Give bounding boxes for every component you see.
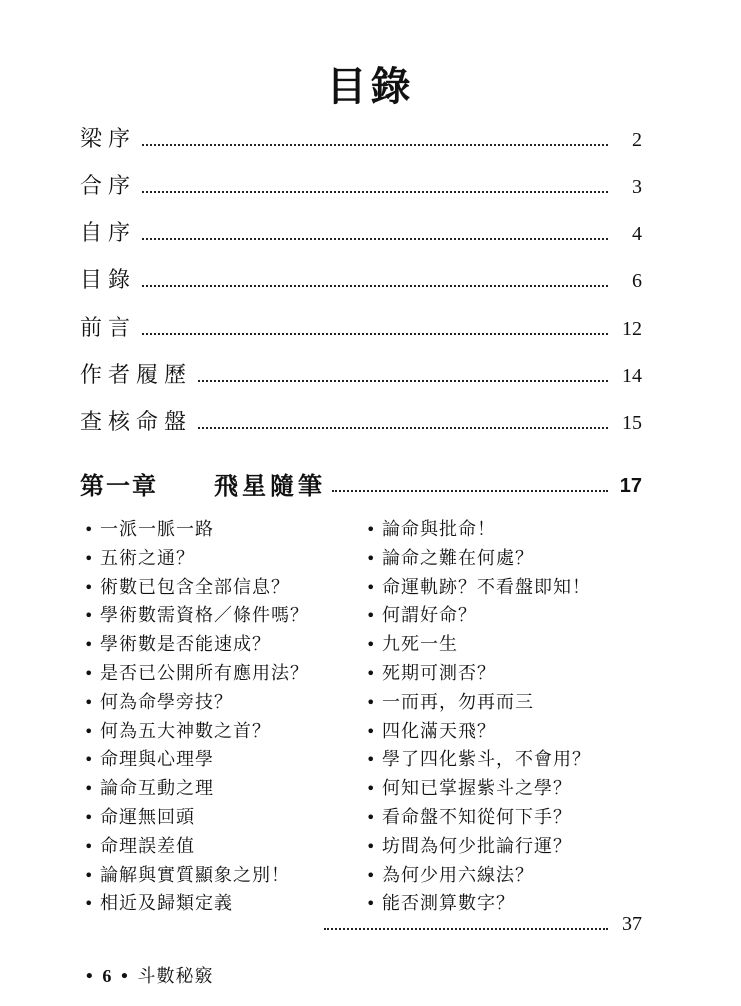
section-item-label: 命運軌跡？不看盤即知！ bbox=[382, 576, 591, 598]
bullet-icon: • bbox=[366, 548, 377, 568]
section-item bbox=[84, 804, 364, 833]
toc-entry-page: 4 bbox=[632, 223, 642, 245]
section-item-label: 論命之難在何處？ bbox=[382, 547, 534, 569]
bullet-icon: • bbox=[84, 520, 95, 539]
section-item-label: 何為命學旁技？ bbox=[100, 691, 233, 713]
toc-entry bbox=[80, 407, 642, 437]
dot-leader bbox=[142, 238, 608, 240]
bullet-icon: • bbox=[84, 721, 95, 741]
dot-leader bbox=[142, 333, 608, 335]
toc-entry bbox=[80, 124, 642, 154]
section-list-left bbox=[84, 516, 364, 919]
dot-leader bbox=[332, 490, 608, 492]
section-item-label: 看命盤不知從何下手？ bbox=[382, 806, 572, 828]
footer-page-number: 6 bbox=[102, 966, 113, 986]
dot-leader bbox=[142, 144, 608, 146]
section-list-page-ref bbox=[324, 908, 642, 938]
section-item-label: 命理誤差值 bbox=[100, 835, 195, 857]
section-item-label: 何謂好命？ bbox=[382, 605, 477, 627]
footer-bullet: • bbox=[84, 966, 96, 987]
section-item bbox=[366, 689, 636, 718]
section-item-label: 論命與批命！ bbox=[382, 519, 496, 540]
section-item bbox=[84, 660, 364, 689]
bullet-icon: • bbox=[366, 894, 377, 914]
section-item bbox=[84, 890, 364, 919]
bullet-icon: • bbox=[84, 606, 95, 626]
section-item-label: 九死一生 bbox=[382, 634, 458, 656]
bullet-icon: • bbox=[84, 836, 95, 856]
section-item-label: 坊間為何少批論行運？ bbox=[382, 835, 572, 857]
dot-leader bbox=[142, 285, 608, 287]
bullet-icon: • bbox=[366, 750, 377, 770]
bullet-icon: • bbox=[366, 865, 377, 885]
section-item bbox=[366, 718, 636, 747]
chapter-number: 第一章 bbox=[80, 472, 158, 500]
toc-entry-label: 合序 bbox=[80, 174, 137, 199]
section-item bbox=[366, 545, 636, 574]
toc-entry-page: 12 bbox=[622, 318, 642, 340]
bullet-icon: • bbox=[366, 721, 377, 741]
section-item bbox=[366, 631, 636, 660]
section-item bbox=[366, 833, 636, 862]
toc-entry bbox=[80, 265, 642, 295]
toc-entry-page: 2 bbox=[632, 129, 642, 151]
chapter-heading bbox=[80, 470, 642, 500]
section-item bbox=[366, 775, 636, 804]
section-list-page: 37 bbox=[622, 913, 642, 935]
section-item-label: 命理與心理學 bbox=[100, 749, 214, 771]
toc-entry-page: 15 bbox=[622, 412, 642, 434]
section-item-label: 命運無回頭 bbox=[100, 806, 195, 828]
chapter-page: 17 bbox=[619, 475, 642, 497]
section-item-label: 四化滿天飛？ bbox=[382, 720, 496, 742]
section-item-label: 五術之通？ bbox=[100, 547, 195, 569]
footer-book-title: 斗數秘竅 bbox=[137, 966, 214, 987]
dot-leader bbox=[198, 427, 608, 429]
section-item-label: 學了四化紫斗，不會用？ bbox=[382, 749, 591, 771]
bullet-icon: • bbox=[84, 663, 95, 683]
bullet-icon: • bbox=[366, 663, 377, 683]
section-item bbox=[84, 689, 364, 718]
toc-entry bbox=[80, 313, 642, 343]
section-item bbox=[84, 574, 364, 603]
section-item bbox=[84, 833, 364, 862]
section-item-label: 是否已公開所有應用法？ bbox=[100, 662, 309, 684]
toc-entry-page: 3 bbox=[632, 176, 642, 198]
bullet-icon: • bbox=[366, 807, 377, 827]
toc-entry-label: 自序 bbox=[80, 221, 137, 246]
section-item bbox=[366, 602, 636, 631]
section-item bbox=[366, 574, 636, 603]
page-footer bbox=[84, 962, 213, 988]
section-list-right bbox=[366, 516, 636, 919]
bullet-icon: • bbox=[84, 577, 95, 597]
dot-leader bbox=[198, 380, 608, 382]
section-item bbox=[84, 602, 364, 631]
section-item bbox=[366, 660, 636, 689]
section-item bbox=[84, 862, 364, 891]
toc-entry bbox=[80, 360, 642, 390]
bullet-icon: • bbox=[366, 692, 377, 712]
page-title: 目錄 bbox=[326, 64, 415, 110]
section-item bbox=[84, 718, 364, 747]
toc-entry-label: 前言 bbox=[80, 316, 137, 341]
section-item-label: 為何少用六線法？ bbox=[382, 864, 534, 886]
section-item-label: 能否測算數字？ bbox=[382, 893, 515, 915]
bullet-icon: • bbox=[84, 894, 95, 914]
section-item-label: 學術數需資格／條件嗎？ bbox=[100, 605, 309, 627]
section-item bbox=[84, 746, 364, 775]
footer-bullet: • bbox=[119, 966, 131, 987]
section-item bbox=[366, 804, 636, 833]
section-item-label: 學術數是否能速成？ bbox=[100, 634, 271, 656]
section-item bbox=[84, 516, 364, 545]
bullet-icon: • bbox=[366, 779, 377, 799]
section-item-label: 何為五大神數之首？ bbox=[100, 720, 271, 742]
toc-entry-page: 14 bbox=[622, 365, 642, 387]
section-item-label: 論解與實質顯象之別！ bbox=[100, 864, 290, 886]
section-item bbox=[84, 775, 364, 804]
bullet-icon: • bbox=[366, 520, 377, 539]
section-item-label: 論命互動之理 bbox=[100, 778, 214, 800]
bullet-icon: • bbox=[84, 779, 95, 799]
toc-entry-label: 查核命盤 bbox=[80, 410, 193, 435]
bullet-icon: • bbox=[366, 577, 377, 597]
section-item bbox=[84, 631, 364, 660]
toc-entry-label: 目錄 bbox=[80, 268, 137, 293]
bullet-icon: • bbox=[366, 836, 377, 856]
section-item-label: 何知已掌握紫斗之學？ bbox=[382, 778, 572, 800]
bullet-icon: • bbox=[84, 807, 95, 827]
toc-entry-label: 作者履歷 bbox=[80, 363, 193, 388]
toc-entry-label: 梁序 bbox=[80, 127, 137, 152]
dot-leader bbox=[324, 928, 608, 930]
bullet-icon: • bbox=[84, 865, 95, 885]
dot-leader bbox=[142, 191, 608, 193]
section-item-label: 一而再，勿再而三 bbox=[382, 691, 534, 713]
section-item-label: 一派一脈一路 bbox=[100, 519, 214, 540]
bullet-icon: • bbox=[366, 635, 377, 655]
bullet-icon: • bbox=[84, 548, 95, 568]
bullet-icon: • bbox=[84, 635, 95, 655]
toc-entry-page: 6 bbox=[632, 270, 642, 292]
section-item bbox=[84, 545, 364, 574]
bullet-icon: • bbox=[84, 750, 95, 770]
bullet-icon: • bbox=[84, 692, 95, 712]
section-item bbox=[366, 516, 636, 545]
section-item-label: 相近及歸類定義 bbox=[100, 893, 233, 915]
section-item-label: 術數已包含全部信息？ bbox=[100, 576, 290, 598]
toc-entry bbox=[80, 171, 642, 201]
section-item-label: 死期可測否？ bbox=[382, 662, 496, 684]
chapter-title: 飛星隨筆 bbox=[214, 472, 326, 500]
section-item bbox=[366, 746, 636, 775]
toc-entry bbox=[80, 218, 642, 248]
bullet-icon: • bbox=[366, 606, 377, 626]
section-item bbox=[366, 862, 636, 891]
